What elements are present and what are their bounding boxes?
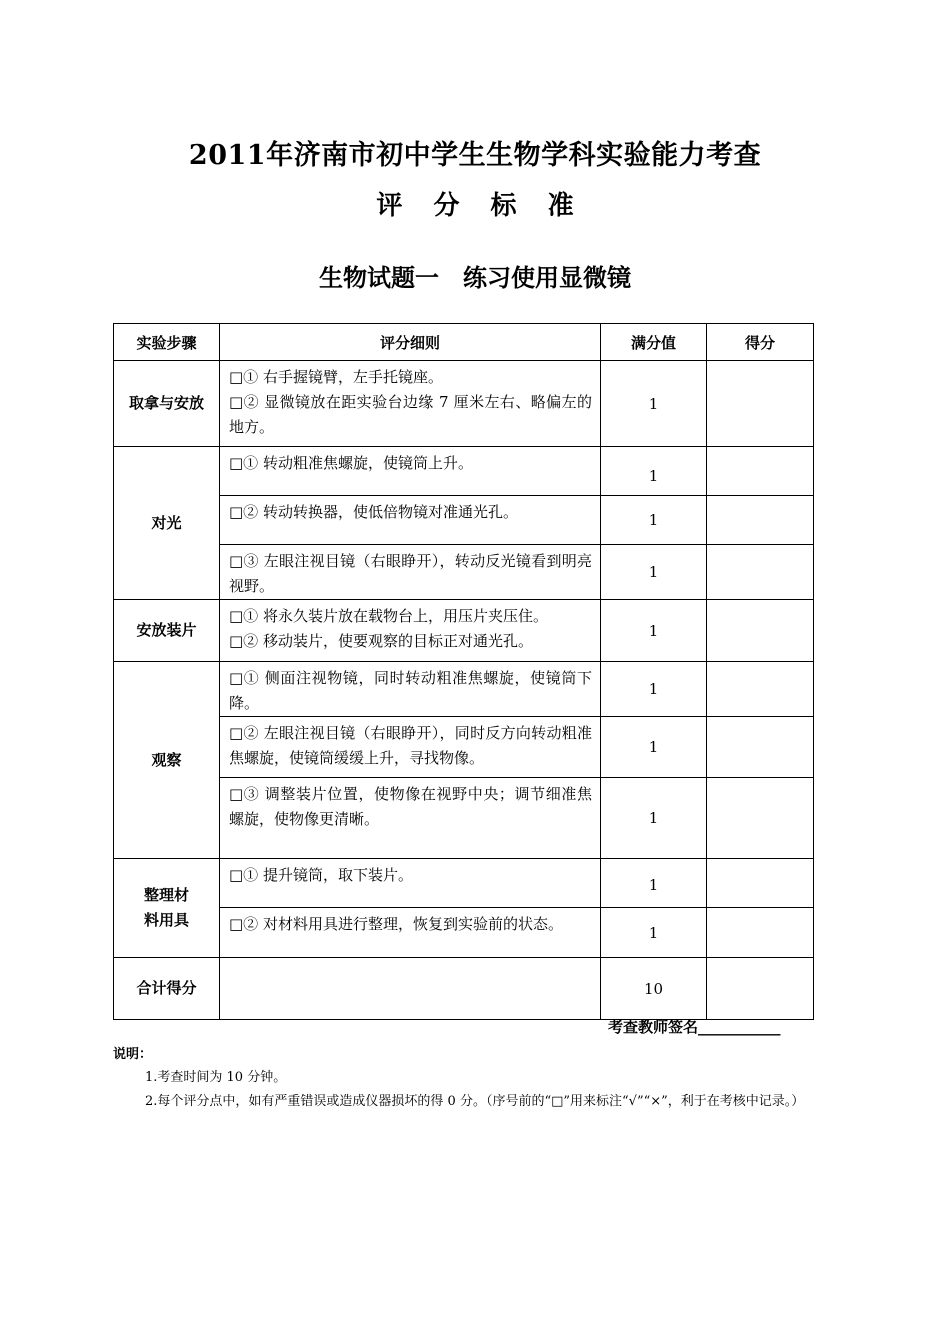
note-item: 2.每个评分点中，如有严重错误或造成仪器损坏的得 0 分。（序号前的“□”用来标注“√”“×”，利于在考核中记录。） — [145, 1094, 805, 1109]
table-row — [114, 662, 814, 717]
teacher-signature: 考查教师签名___________ — [608, 1018, 781, 1036]
criterion-cell: □① 提升镜筒，取下装片。 — [220, 859, 601, 908]
scoring-table — [113, 323, 814, 1020]
criterion-cell: □③ 左眼注视目镜（右眼睁开），转动反光镜看到明亮视野。 — [220, 545, 601, 600]
step-cell: 安放装片 — [114, 600, 220, 662]
max-score-cell: 1 — [601, 717, 707, 778]
page-title: 2011年济南市初中学生生物学科实验能力考查 — [188, 140, 762, 171]
page-subtitle: 评 分 标 准 — [376, 191, 574, 221]
max-score-cell: 1 — [601, 778, 707, 859]
step-cell: 取拿与安放 — [114, 361, 220, 447]
header-step: 实验步骤 — [114, 324, 220, 361]
score-cell[interactable] — [707, 778, 814, 859]
score-cell[interactable] — [707, 662, 814, 717]
exam-title: 生物试题一 练习使用显微镜 — [319, 263, 631, 292]
header-max-score: 满分值 — [601, 324, 707, 361]
total-label: 合计得分 — [114, 958, 220, 1020]
note-item: 1.考查时间为 10 分钟。 — [145, 1070, 287, 1085]
max-score-cell: 1 — [601, 859, 707, 908]
total-criterion-cell — [220, 958, 601, 1020]
criterion-cell: □① 转动粗准焦螺旋，使镜筒上升。 — [220, 447, 601, 496]
score-cell[interactable] — [707, 496, 814, 545]
score-cell[interactable] — [707, 447, 814, 496]
score-cell[interactable] — [707, 545, 814, 600]
max-score-cell: 1 — [601, 545, 707, 600]
criterion-cell — [220, 600, 601, 662]
criterion-cell: □② 对材料用具进行整理，恢复到实验前的状态。 — [220, 908, 601, 958]
max-score-cell: 1 — [601, 908, 707, 958]
table-row — [114, 361, 814, 447]
score-cell[interactable] — [707, 361, 814, 447]
table-row — [114, 859, 814, 908]
table-header-row — [114, 324, 814, 361]
step-cell: 对光 — [114, 447, 220, 600]
step-cell: 观察 — [114, 662, 220, 859]
total-score-cell[interactable] — [707, 958, 814, 1020]
notes-label: 说明： — [113, 1047, 153, 1062]
max-score-cell: 1 — [601, 600, 707, 662]
criterion-cell: □② 左眼注视目镜（右眼睁开），同时反方向转动粗准焦螺旋，使镜筒缓缓上升，寻找物像。 — [220, 717, 601, 778]
criterion-cell: □③ 调整装片位置，使物像在视野中央；调节细准焦螺旋，使物像更清晰。 — [220, 778, 601, 859]
criterion-cell: □② 转动转换器，使低倍物镜对准通光孔。 — [220, 496, 601, 545]
total-max-score: 10 — [601, 958, 707, 1020]
score-cell[interactable] — [707, 717, 814, 778]
score-cell[interactable] — [707, 600, 814, 662]
criterion-cell — [220, 361, 601, 447]
header-criteria: 评分细则 — [220, 324, 601, 361]
max-score-cell: 1 — [601, 662, 707, 717]
criterion-text: □① 将永久装片放在载物台上，用压片夹压住。 □② 移动装片，使要观察的目标正对通光孔。 — [229, 607, 548, 650]
table-row — [114, 600, 814, 662]
max-score-cell: 1 — [601, 447, 707, 496]
total-row — [114, 958, 814, 1020]
max-score-cell: 1 — [601, 496, 707, 545]
criterion-cell: □① 侧面注视物镜，同时转动粗准焦螺旋，使镜筒下降。 — [220, 662, 601, 717]
score-cell[interactable] — [707, 908, 814, 958]
step-cell — [114, 859, 220, 958]
score-cell[interactable] — [707, 859, 814, 908]
max-score-cell: 1 — [601, 361, 707, 447]
criterion-text: □① 右手握镜臂，左手托镜座。 □② 显微镜放在距实验台边缘 7 厘米左右、略偏左的地方。 — [229, 368, 592, 436]
table-row — [114, 447, 814, 496]
step-label: 整理材料用具 — [143, 886, 189, 929]
header-score: 得分 — [707, 324, 814, 361]
